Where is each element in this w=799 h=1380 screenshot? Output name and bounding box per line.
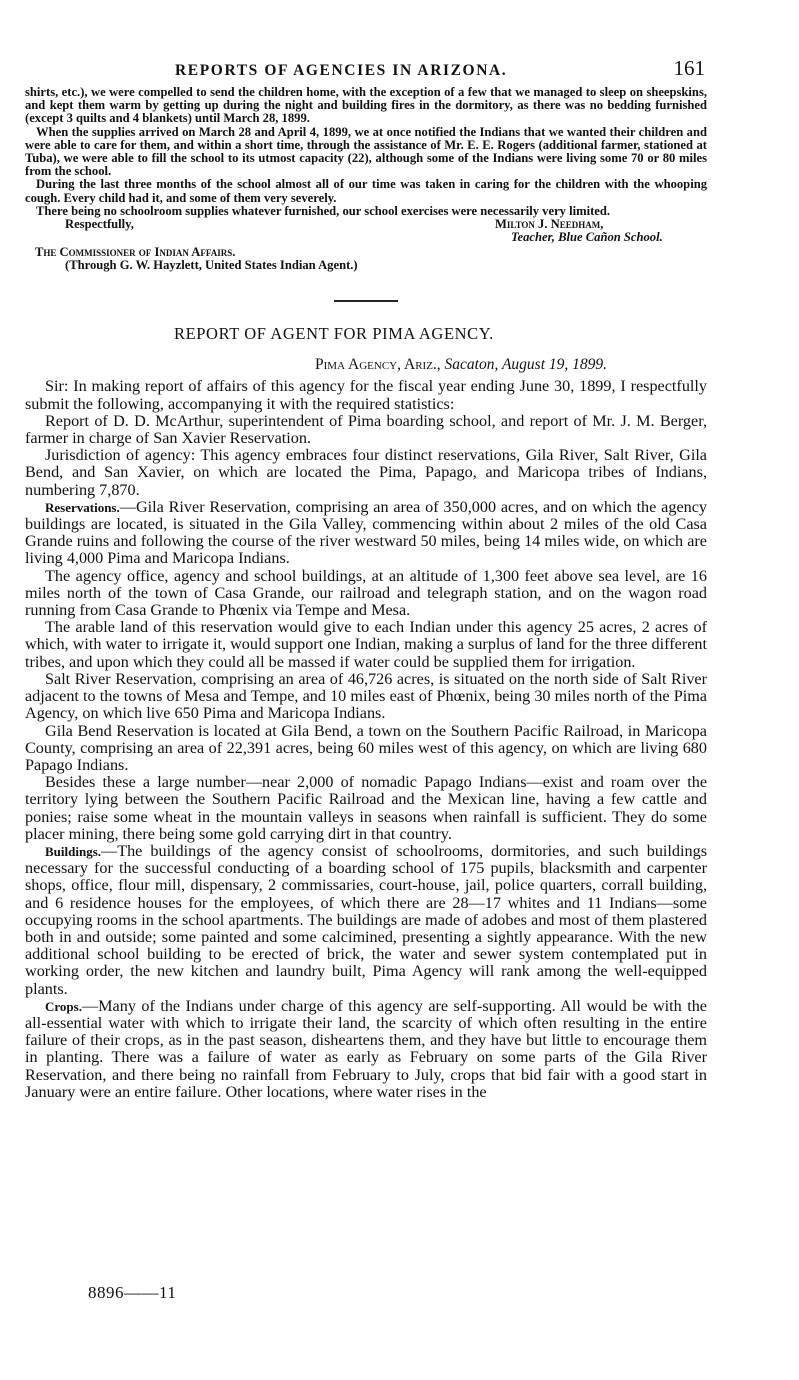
report-paragraph xyxy=(25,843,707,998)
page-number: 161 xyxy=(673,56,705,80)
paragraph-text: —Gila River Reservation, comprising an area of 350,000 acres, and on which the agency buildings are located, is situated in the Gila Valley, commencing within about 2 miles of the old Casa Grande ruins and following the course of the river westward 50 miles, being 14 miles wide, on which are living 4,000 Pima and Maricopa Indians. xyxy=(25,497,707,568)
dateline xyxy=(315,356,707,374)
addressee-line: The Commissioner of Indian Affairs. xyxy=(35,245,236,260)
paragraph-text: The arable land of this reservation would give to each Indian under this agency 25 acres, 2 acres of which, with water to irrigate it, would support one Indian, making a surplus of land for the three different tribes, and upon which they could all be massed if water could be supplied them for irrigation. xyxy=(25,618,707,671)
paragraph-text: Gila Bend Reservation is located at Gila Bend, a town on the Southern Pacific Railroad, in Maricopa County, comprising an area of 22,391 acres, being 60 miles west of this agency, on which are living 680 Papago Indians. xyxy=(25,721,707,774)
paragraph-text: —Many of the Indians under charge of this agency are self-supporting. All would be with the all-essential water with which to irrigate their land, the scarcity of which often resulting in the entire failure of their crops, as in the past season, disheartens them, and they have but little to encourage them in planting. There was a failure of water as early as February on some parts of the Gila River Reservation, and there being no rainfall from February to July, crops that bid fair with a good start in January were an entire failure. Other locations, where water rises in the xyxy=(25,996,707,1101)
dateline-date: Sacaton, August 19, 1899. xyxy=(444,356,608,374)
report-body xyxy=(25,378,707,1101)
report-title: REPORT OF AGENT FOR PIMA AGENCY. xyxy=(174,324,494,344)
running-head xyxy=(25,56,707,86)
paragraph-lead: Buildings. xyxy=(45,843,102,859)
paragraph-text: Jurisdiction of agency: This agency embraces four distinct reservations, Gila River, Salt River, Gila Bend, and San Xavier, on which are located the Pima, Papago, and Maricopa tribes of Indians, numbering 7,870. xyxy=(25,446,707,499)
addressee xyxy=(35,246,707,272)
page xyxy=(25,56,707,1101)
addressee-line: (Through G. W. Hayzlett, United States Indian Agent.) xyxy=(65,258,358,273)
paragraph-lead: Crops. xyxy=(45,998,82,1014)
letter-paragraph: When the supplies arrived on March 28 and April 4, 1899, we at once notified the Indians that we wanted their children and were able to care for them, and within a short time, through the assistance of Mr. E. E. Rogers (additional farmer, stationed at Tuba), we were able to fill the school to its utmost capacity (22), although some of the Indians were living some 70 or 80 miles from the school. xyxy=(25,124,707,179)
signer-name: Milton J. Needham, xyxy=(495,217,604,232)
paragraph-text: Sir: In making report of affairs of this agency for the fiscal year ending June 30, 1899, I respectfully submit the following, accompanying it with the required statistics: xyxy=(25,377,707,413)
report-paragraph xyxy=(25,774,707,843)
paragraph-text: —The buildings of the agency consist of schoolrooms, dormitories, and such buildings necessary for the successful conducting of a boarding school of 175 pupils, blacksmith and carpenter shops, office, flour mill, dispensary, 2 commissaries, court-house, jail, police quarters, corrall building, and 6 residence houses for the employees, of which there are 28—17 whites and 11 Indians—some occupying rooms in the school apartments. The buildings are made of adobes and most of them plastered both in and outside; some painted and some calcimined, presenting a sightly appearance. With the new additional school building to be erected of brick, the water and sewer system contemplated put in working order, the new kitchen and laundry built, Pima Agency will rank among the well-equipped plants. xyxy=(25,841,707,998)
signature-mark: 8896——11 xyxy=(88,1283,177,1302)
paragraph-text: Salt River Reservation, comprising an area of 46,726 acres, is situated on the north side of Salt River adjacent to the towns of Mesa and Tempe, and 10 miles east of Phœnix, being 30 miles north of the Pima Agency, on which live 650 Pima and Maricopa Indians. xyxy=(25,669,707,723)
report-paragraph xyxy=(25,723,707,775)
running-title: REPORTS OF AGENCIES IN ARIZONA. xyxy=(175,62,508,79)
letter-paragraph: shirts, etc.), we were compelled to send the children home, with the exception of a few that we managed to sleep on sheepskins, and kept them warm by getting up during the night and building fires in the dormitory, as there was no bedding furnished (except 3 quilts and 4 blankets) until March 28, 1899. xyxy=(25,85,707,126)
signature-block xyxy=(25,218,707,246)
report-paragraph xyxy=(25,413,707,447)
paragraph-text: Report of D. D. McArthur, superintendent of Pima boarding school, and report of Mr. J. M. Berger, farmer in charge of San Xavier Reservation. xyxy=(25,411,707,448)
paragraph-text: The agency office, agency and school buildings, at an altitude of 1,300 feet above sea level, are 16 miles north of the town of Casa Grande, our railroad and telegraph station, and on the wagon road running from Casa Grande to Phœnix via Tempe and Mesa. xyxy=(25,566,707,620)
letter-paragraph: There being no schoolroom supplies whatever furnished, our school exercises were necessarily very limited. xyxy=(36,203,611,218)
paragraph-text: Besides these a large number—near 2,000 of nomadic Papago Indians—exist and roam over the territory lying between the Southern Pacific Railroad and the Mexican line, having a few cattle and ponies; raise some wheat in the mountain valleys in seasons when rainfall is sufficient. They do some placer mining, there being some gold carrying dirt in that country. xyxy=(25,773,707,843)
report-paragraph xyxy=(25,447,707,499)
report-paragraph xyxy=(25,568,707,620)
section-divider xyxy=(334,300,398,302)
report-paragraph xyxy=(25,378,707,412)
report-paragraph xyxy=(25,998,707,1101)
report-paragraph xyxy=(25,619,707,671)
signer-title: Teacher, Blue Cañon School. xyxy=(511,230,663,245)
report-paragraph xyxy=(25,499,707,568)
dateline-place: Pima Agency, Ariz., xyxy=(315,356,441,374)
paragraph-lead: Reservations. xyxy=(45,499,120,515)
report-paragraph xyxy=(25,671,707,723)
letter-paragraph: During the last three months of the school almost all of our time was taken in caring for the children with the whooping cough. Every child had it, and some of them very severely. xyxy=(25,177,707,205)
closing: Respectfully, xyxy=(65,217,134,232)
letter-body xyxy=(25,86,707,218)
